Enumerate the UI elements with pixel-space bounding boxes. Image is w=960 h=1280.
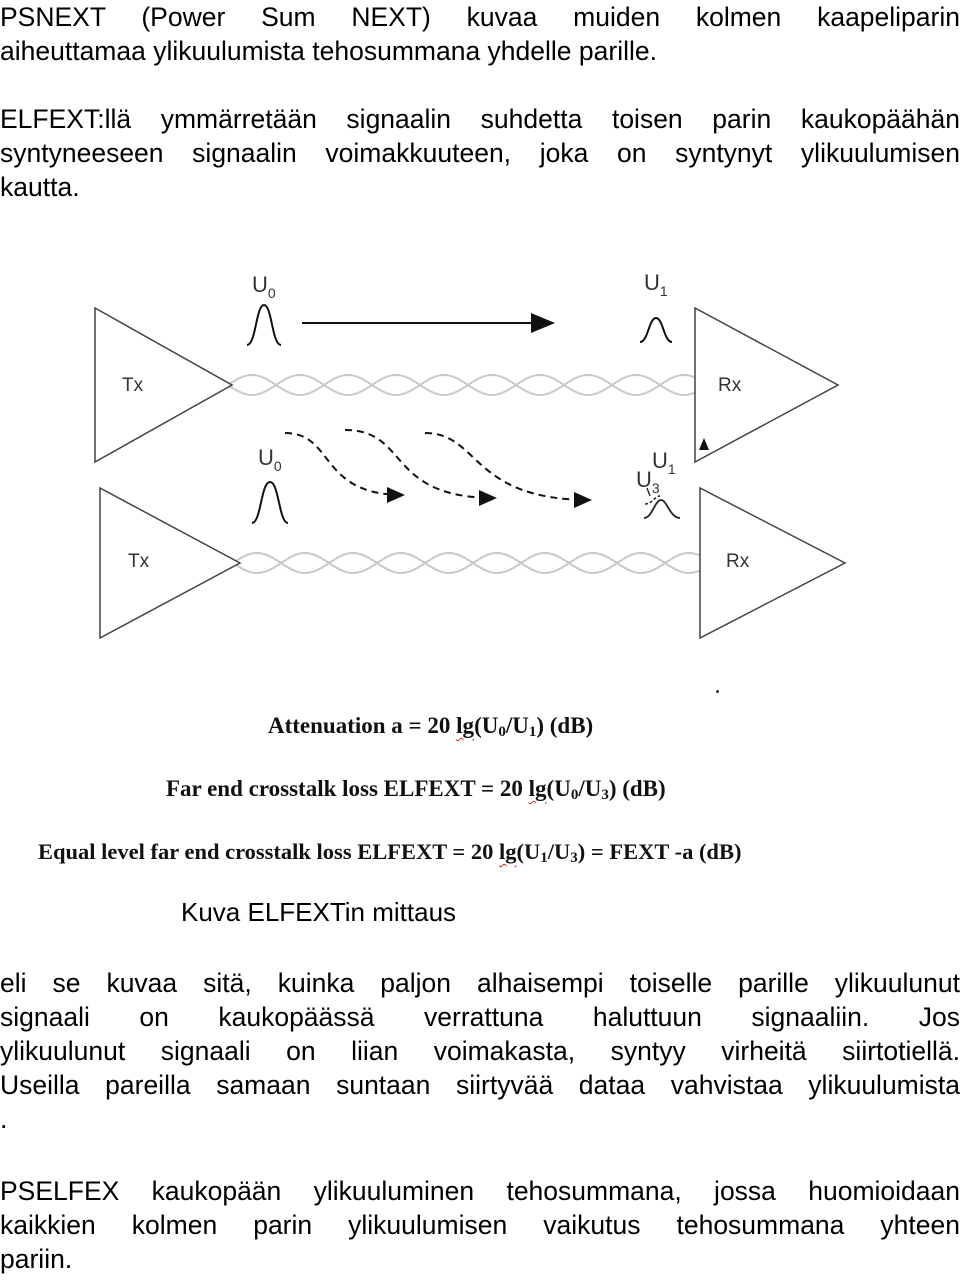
figure-caption: Kuva ELFEXTin mittaus [181, 897, 457, 927]
text-line: PSNEXT (Power Sum NEXT) kuvaa muiden kolmen kaapeliparin [0, 2, 960, 32]
crosstalk-arrow [425, 433, 590, 500]
pulse-u0-bottom [252, 482, 288, 523]
crosstalk-arrow [285, 433, 403, 495]
pulse-u1-top [640, 318, 672, 342]
text-line: pariin. [0, 1244, 73, 1274]
u0-label-bottom: $U_0$ [258, 445, 282, 474]
text-line: aiheuttamaa ylikuulumista tehosummana yhdelle parille. [0, 36, 657, 66]
tx-triangle-top [95, 308, 232, 462]
text-line: Useilla pareilla samaan suntaan siirtyvää dataa vahvistaa ylikuulumista [0, 1070, 960, 1100]
text-line: PSELFEX kaukopään ylikuuluminen tehosummana, jossa huomioidaan [0, 1176, 960, 1206]
text-line: eli se kuvaa sitä, kuinka paljon alhaisempi toiselle parille ylikuulunut [0, 968, 960, 998]
tx-triangle-bottom [100, 488, 240, 638]
rx-triangle-top [695, 308, 838, 462]
text-line: ELFEXT:llä ymmärretään signaalin suhdetta toisen parin kaukopäähän [0, 104, 960, 134]
text-line: kautta. [0, 172, 80, 202]
pulse-u0-top [247, 305, 281, 345]
crosstalk-arrow [345, 430, 495, 498]
rx-label-top: Rx [718, 375, 742, 396]
pulse-u1-bottom [644, 500, 680, 518]
elfext-measurement-diagram [0, 230, 960, 690]
text-line: ylikuulunut signaali on liian voimakasta, syntyy virheitä siirtotiellä. [0, 1036, 960, 1066]
crosstalk-arrows [285, 430, 590, 500]
formula-attenuation: Attenuation a = 20 $\lg(U_0/U_1)$ (dB) [268, 713, 594, 740]
formula-elfext: Far end crosstalk loss ELFEXT = 20 $\lg(U_0/U_3)$ (dB) [166, 776, 666, 803]
tx-label-bottom: Tx [128, 551, 150, 572]
paragraph-psnext [0, 0, 960, 68]
u1-label-top: $U_1$ [644, 270, 668, 299]
text-line: syntyneeseen signaalin voimakkuuteen, joka on syntynyt ylikuulumisen [0, 138, 960, 168]
tx-label-top: Tx [122, 375, 144, 396]
formula-equal-level-elfext: Equal level far end crosstalk loss ELFEXT = 20 $\lg(U_1/U_3)$ = FEXT -a (dB) [38, 839, 742, 866]
rx-triangle-bottom [700, 488, 845, 638]
paragraph-elfext [0, 102, 960, 204]
text-line: kaikkien kolmen parin ylikuulumisen vaikutus tehosummana yhteen [0, 1210, 960, 1240]
twisted-pair-top [180, 375, 760, 395]
u0-label-top: $U_0$ [252, 272, 276, 301]
text-line: signaali on kaukopäässä verrattuna haluttuun signaaliin. Jos [0, 1002, 960, 1032]
twisted-pair-bottom [185, 553, 765, 573]
rx-label-bottom: Rx [726, 551, 750, 572]
text-line: . [0, 1104, 8, 1134]
paragraph-body [0, 966, 960, 1136]
stray-dot [716, 690, 719, 693]
u3-label-bottom: $U_3$ [636, 467, 660, 496]
u1-label-bottom: $U_1$ [652, 448, 676, 477]
paragraph-pselfex [0, 1174, 960, 1276]
